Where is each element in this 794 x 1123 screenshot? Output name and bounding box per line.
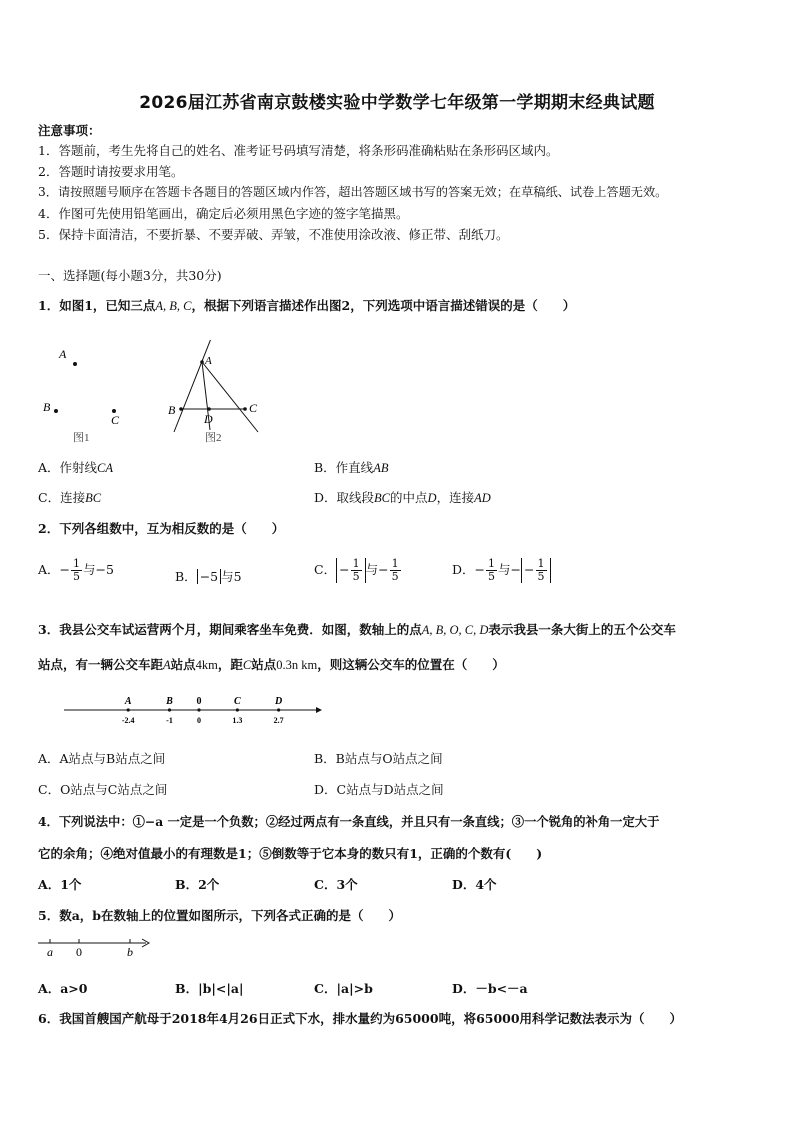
point-label: C — [249, 401, 258, 415]
axis-value: -2.4 — [121, 716, 135, 725]
axis-value: -1 — [166, 716, 173, 725]
question-5-option-b: B．|b|<|a| — [175, 981, 244, 996]
question-2-option-d: D．− $\frac{1}{5}$ 与− − $\frac{1}{5}$ — [452, 558, 551, 583]
axis-point — [277, 708, 280, 711]
point-dot — [73, 362, 77, 366]
figure-1 — [43, 347, 120, 444]
question-1-option-a: A．作射线CA — [38, 460, 114, 475]
question-1-option-d: D．取线段BC的中点D，连接AD — [314, 490, 491, 505]
axis-label: a — [47, 945, 53, 959]
point-label: C — [111, 413, 120, 427]
point-dot — [54, 409, 58, 413]
point-label: B — [43, 400, 51, 414]
question-4-option-c: C．3个 — [314, 877, 358, 892]
point-label: D — [204, 412, 213, 426]
axis-value: 1.3 — [232, 716, 243, 725]
notice-item: 2．答题时请按要求用笔。 — [38, 164, 184, 179]
notice-item: 4．作图可先使用铅笔画出，确定后必须用黑色字迹的签字笔描黑。 — [38, 206, 409, 221]
axis-point — [236, 708, 239, 711]
question-4-option-d: D．4个 — [452, 877, 497, 892]
question-6-stem: 6．我国首艘国产航母于2018年4月26日正式下水，排水量约为65000吨，将65000用科学记数法表示为（ ） — [38, 1011, 683, 1026]
axis-letter: C — [234, 696, 241, 707]
axis-point — [168, 708, 171, 711]
figure-2 — [168, 340, 258, 444]
question-5-option-c: C．|a|>b — [314, 981, 373, 996]
axis-value: 2.7 — [273, 716, 284, 725]
point-label: A — [205, 355, 212, 367]
question-5-stem: 5．数a，b在数轴上的位置如图所示，下列各式正确的是（ ） — [38, 908, 402, 923]
question-1-figures — [38, 340, 278, 445]
question-3-stem-line-2: 站点，有一辆公交车距A站点4km，距C站点0.3n km，则这辆公交车的位置在（ ） — [38, 657, 505, 672]
question-2-stem: 2．下列各组数中，互为相反数的是（ ） — [38, 521, 285, 536]
axis-label: 0 — [76, 945, 82, 959]
question-4-option-b: B．2个 — [175, 877, 220, 892]
question-4-stem-line-2: 它的余角；④绝对值最小的有理数是1；⑤倒数等于它本身的数只有1，正确的个数有( ) — [38, 846, 543, 861]
question-3-option-b: B．B站点与O站点之间 — [314, 751, 443, 766]
question-3-option-a: A．A站点与B站点之间 — [38, 751, 166, 766]
question-3-number-line — [60, 692, 330, 728]
question-5-option-d: D．－b<－a — [452, 981, 528, 996]
point-label: B — [168, 403, 176, 417]
axis-letter: 0 — [196, 696, 202, 707]
question-2-option-b: B． −5 与5 — [175, 569, 242, 584]
notice-item: 5．保持卡面清洁，不要折暴、不要弄破、弄皱，不准使用涂改液、修正带、刮纸刀。 — [38, 227, 509, 242]
question-5-number-line — [38, 934, 158, 960]
figure-caption: 图2 — [205, 432, 222, 444]
question-3-option-c: C．O站点与C站点之间 — [38, 782, 168, 797]
page-title: 2026届江苏省南京鼓楼实验中学数学七年级第一学期期末经典试题 — [139, 93, 655, 113]
question-4-stem-line-1: 4．下列说法中：①−a 一定是一个负数；②经过两点有一条直线，并且只有一条直线；③一个锐角的补角一定大于 — [38, 814, 660, 829]
axis-value: 0 — [197, 716, 201, 725]
axis-label: b — [127, 945, 133, 959]
axis-point — [127, 708, 130, 711]
axis-letter: D — [275, 696, 283, 707]
question-1-option-b: B．作直线AB — [314, 460, 389, 475]
point-label: A — [59, 347, 67, 361]
question-2-option-a: A．− $\frac{1}{5}$ 与−5 — [38, 557, 114, 583]
question-1-stem: 1．如图1，已知三点A, B, C，根据下列语言描述作出图2，下列选项中语言描述错误的是（ ） — [38, 298, 576, 313]
figure-caption: 图1 — [73, 432, 90, 444]
question-4-option-a: A．1个 — [38, 877, 82, 892]
axis-point — [197, 708, 200, 711]
question-3-stem-line-1: 3．我县公交车试运营两个月，期间乘客坐车免费．如图，数轴上的点A, B, O, C, D表示我县一条大街上的五个公交车 — [38, 622, 676, 637]
question-5-option-a: A．a>0 — [38, 981, 88, 996]
question-3-option-d: D．C站点与D站点之间 — [314, 782, 444, 797]
notice-item: 1．答题前，考生先将自己的姓名、准考证号码填写清楚，将条形码准确粘贴在条形码区域内。 — [38, 143, 559, 158]
notice-item: 3．请按照题号顺序在答题卡各题目的答题区域内作答，超出答题区域书写的答案无效；在草稿纸、试卷上答题无效。 — [38, 185, 668, 199]
axis-letter: B — [166, 696, 173, 707]
section-heading: 一、选择题(每小题3分，共30分) — [38, 268, 222, 283]
notice-heading: 注意事项： — [38, 123, 101, 138]
question-2-option-c: C． − $\frac{1}{5}$ 与− $\frac{1}{5}$ — [314, 557, 399, 583]
question-1-option-c: C．连接BC — [38, 490, 102, 505]
axis-letter: A — [124, 696, 132, 707]
